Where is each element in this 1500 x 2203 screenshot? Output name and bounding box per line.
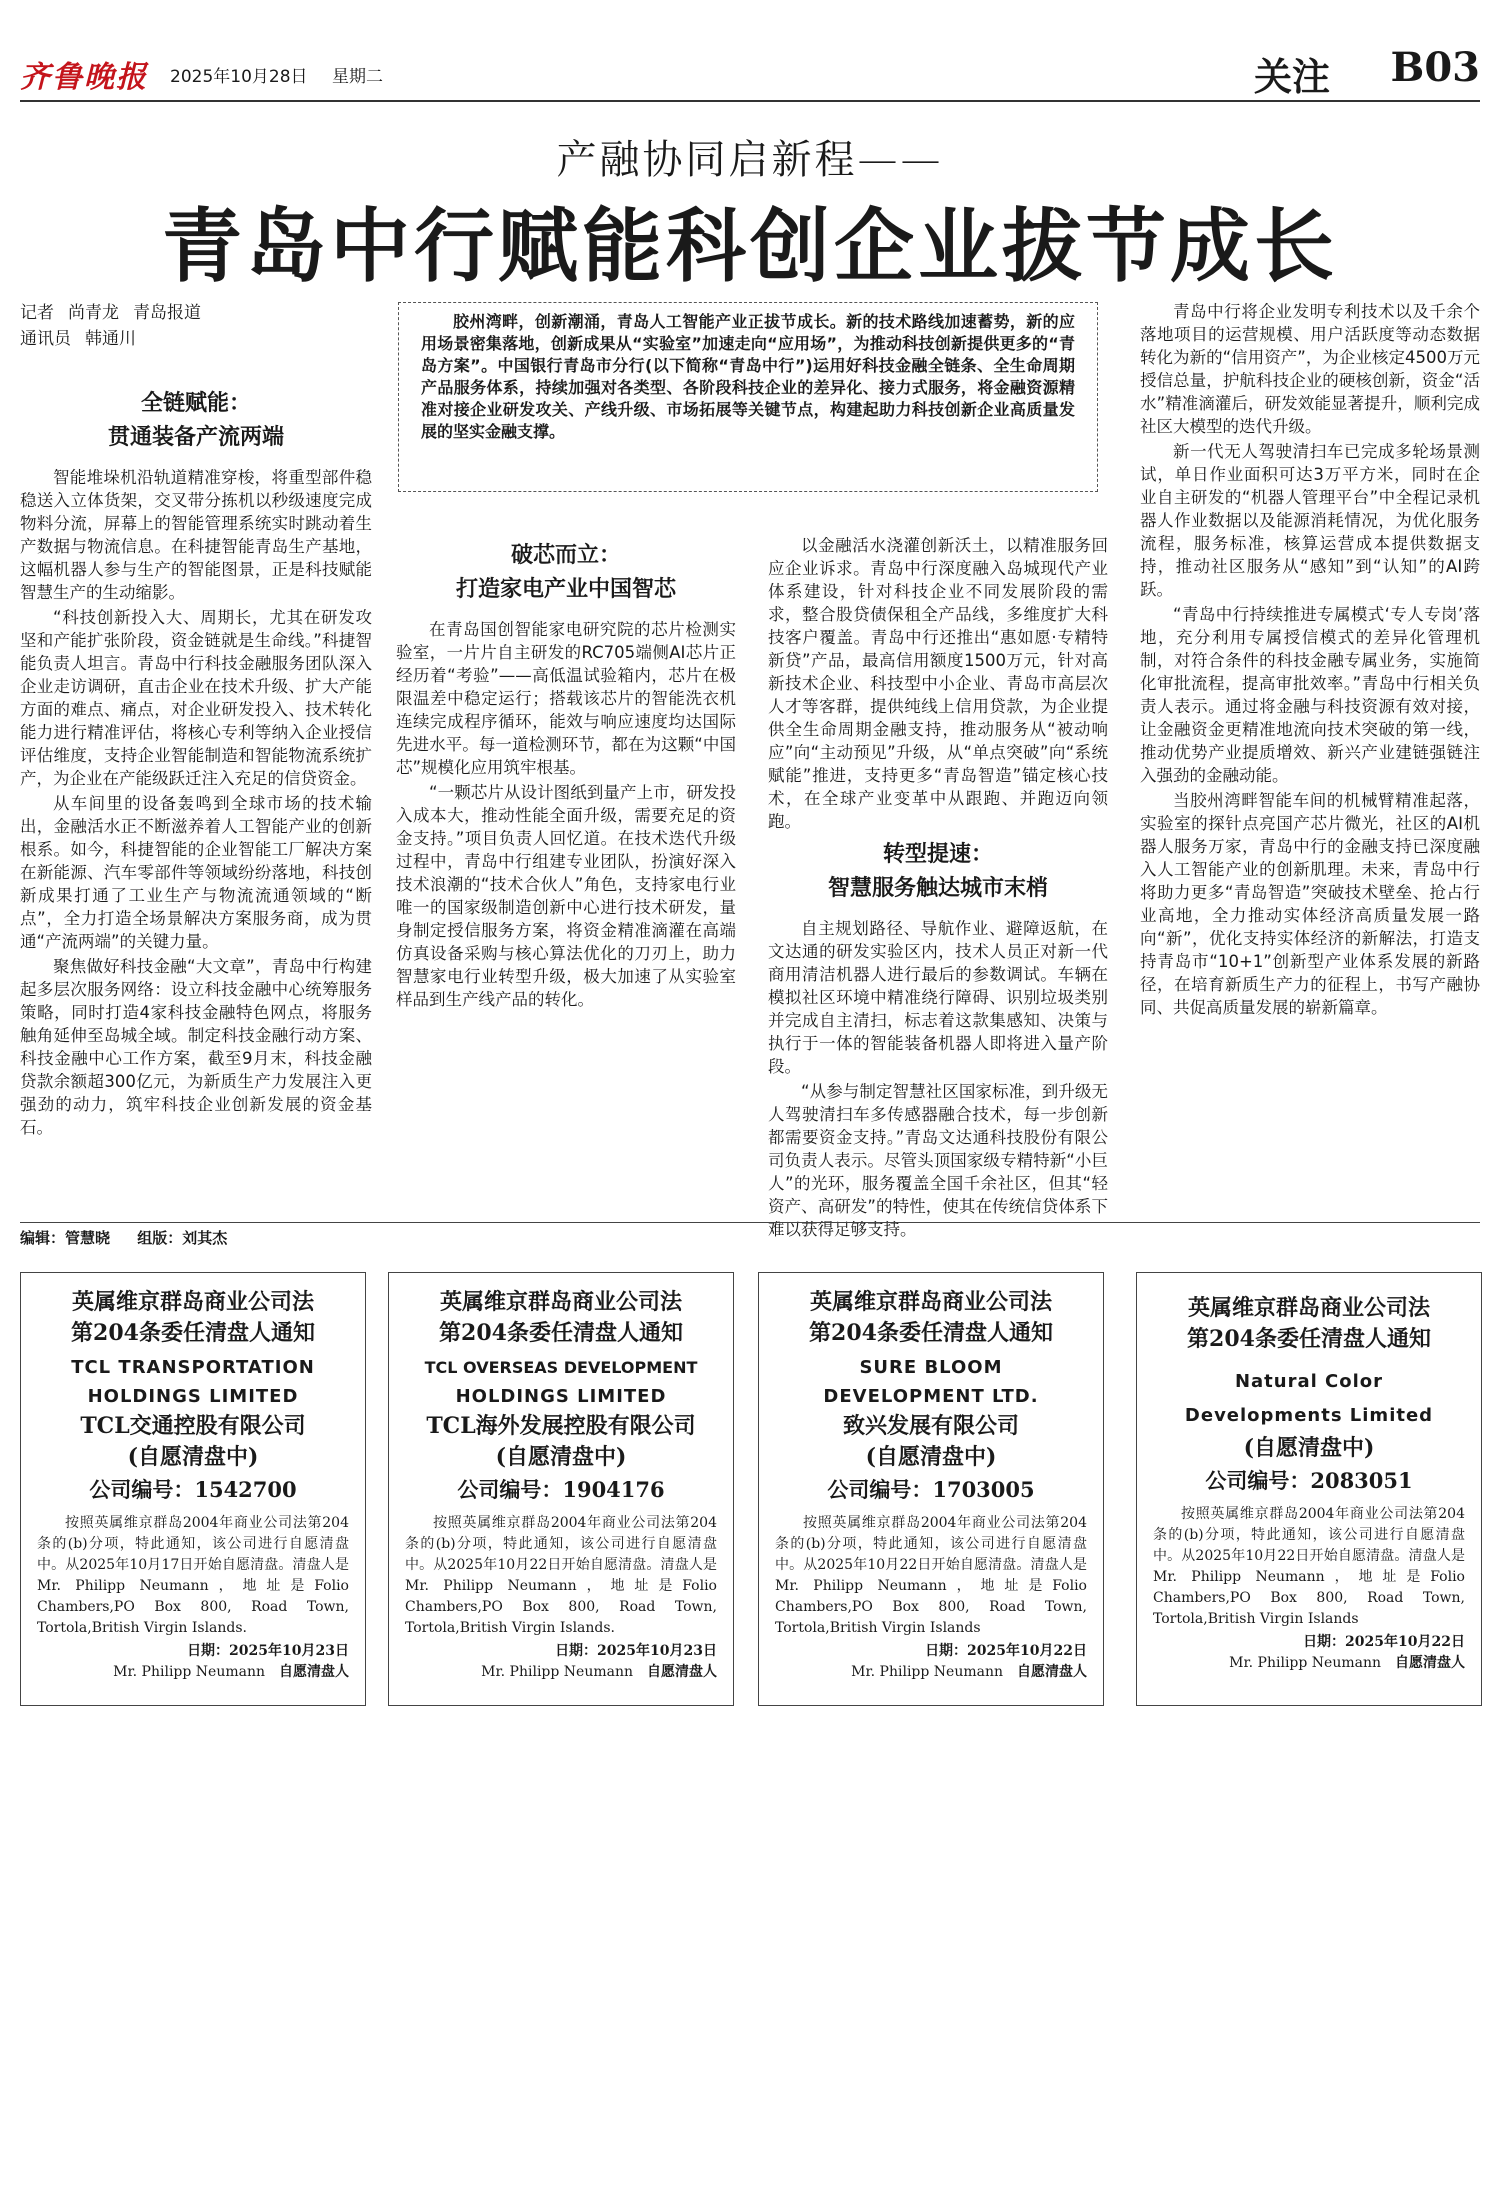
notice-title-line-2: 第204条委任清盘人通知 bbox=[439, 1320, 683, 1346]
issue-date: 2025年10月28日 bbox=[170, 67, 308, 87]
byline bbox=[20, 300, 380, 352]
editor-credit: 编辑：管慧晓 bbox=[20, 1229, 111, 1247]
notice-chinese-name: TCL海外发展控股有限公司 bbox=[426, 1413, 696, 1439]
paragraph: 聚焦做好科技金融“大文章”，青岛中行构建起多层次服务网络：设立科技金融中心统筹服务策略，同时打造4家科技金融特色网点，将服务触角延伸至岛城全域。制定科技金融行动方案、科技金融中心工作方案，截至9月末，科技金融贷款余额超300亿元，为新质生产力发展注入更强劲的动力，筑牢科技企业创新发展的资金基石。 bbox=[20, 957, 372, 1137]
notice-status: (自愿清盘中) bbox=[127, 1444, 259, 1470]
liquidation-notice bbox=[388, 1272, 734, 1706]
paragraph: 自主规划路径、导航作业、避障返航，在文达通的研发实验区内，技术人员正对新一代商用清洁机器人进行最后的参数调试。车辆在模拟社区环境中精准绕行障碍、识别垃圾类别并完成自主清扫，标志着这款集感知、决策与执行于一体的智能装备机器人即将进入量产阶段。 bbox=[768, 919, 1108, 1076]
paragraph: 在青岛国创智能家电研究院的芯片检测实验室，一片片自主研发的RC705端侧AI芯片正经历着“考验”——高低温试验箱内，芯片在极限温差中稳定运行；搭载该芯片的智能洗衣机连续完成程序循环，能效与响应速度均达国际先进水平。每一道检测环节，都在为这颗“中国芯”规模化应用筑牢根基。 bbox=[396, 620, 736, 777]
paragraph: 以金融活水浇灌创新沃土，以精准服务回应企业诉求。青岛中行深度融入岛城现代产业体系建设，针对科技企业不同发展阶段的需求，整合股贷债保租全产品线，多维度扩大科技客户覆盖。青岛中行还推出“惠如愿·专精特新贷”产品，最高信用额度1500万元，针对高新技术企业、科技型中小企业、青岛市高层次人才等客群，提供纯线上信用贷款，为企业提供全生命周期金融支持，推动服务从“被动响应”向“主动预见”升级，从“单点突破”向“系统赋能”推进，支持更多“青岛智造”锚定核心技术，在全球产业变革中从跟跑、并跑迈向领跑。 bbox=[768, 536, 1108, 831]
paragraph: 当胶州湾畔智能车间的机械臂精准起落，实验室的探针点亮国产芯片微光，社区的AI机器人服务万家，青岛中行的金融支持已深度融入人工智能产业的创新肌理。未来，青岛中行将助力更多“青岛智造”突破技术壁垒、抢占行业高地，全力推动实体经济高质量发展一路向“新”，优化支持实体经济的新解法，打造支持青岛市“10+1”创新型产业体系发展的新路径，在培育新质生产力的征程上，书写产融协同、共促高质量发展的崭新篇章。 bbox=[1140, 791, 1480, 1017]
notice-status: (自愿清盘中) bbox=[495, 1444, 627, 1470]
byline-correspondent: 韩通川 bbox=[85, 329, 136, 349]
designer-credit: 组版：刘其杰 bbox=[137, 1229, 228, 1247]
notice-title-line-1: 英属维京群岛商业公司法 bbox=[809, 1289, 1052, 1315]
notice-body: 按照英属维京群岛2004年商业公司法第204条的(b)分项，特此通知，该公司进行自愿清盘中。从2025年10月22日开始自愿清盘。清盘人是Mr. Philipp Neumann，地址是Folio Chambers,PO Box 800, Road Town, Tortola,British Virgin Islands bbox=[1153, 1506, 1465, 1627]
notice-status: (自愿清盘中) bbox=[1243, 1435, 1375, 1461]
notice-date: 日期：2025年10月22日 bbox=[925, 1643, 1087, 1659]
subhead-line-1: 破芯而立： bbox=[510, 542, 621, 568]
subhead-line-2: 打造家电产业中国智芯 bbox=[455, 576, 676, 602]
notice-signer-role: 自愿清盘人 bbox=[279, 1664, 349, 1680]
article-column-4 bbox=[1140, 300, 1480, 1188]
article-headline: 青岛中行赋能科创企业拔节成长 bbox=[162, 199, 1338, 293]
article-column-3 bbox=[768, 534, 1108, 1239]
masthead bbox=[20, 40, 1480, 102]
notice-english-name-line-2: HOLDINGS LIMITED bbox=[455, 1386, 667, 1407]
subhead-line-1: 全链赋能： bbox=[140, 390, 251, 416]
liquidation-notice bbox=[758, 1272, 1104, 1706]
paragraph: “青岛中行持续推进专属模式‘专人专岗’落地，充分利用专属授信模式的差异化管理机制，对符合条件的科技金融专属业务，实施简化审批流程，提高审批效率。”青岛中行相关负责人表示。通过将金融与科技资源有效对接，让金融资金更精准地流向技术突破的第一线，推动优势产业提质增效、新兴产业建链强链注入强劲的金融动能。 bbox=[1140, 605, 1480, 785]
notice-english-name-line-1: Natural Color bbox=[1234, 1371, 1384, 1392]
subhead-line-2: 智慧服务触达城市末梢 bbox=[827, 875, 1048, 901]
notice-chinese-name: 致兴发展有限公司 bbox=[842, 1413, 1019, 1439]
notice-signer: Mr. Philipp Neumann bbox=[113, 1664, 265, 1680]
notice-body: 按照英属维京群岛2004年商业公司法第204条的(b)分项，特此通知，该公司进行自愿清盘中。从2025年10月22日开始自愿清盘。清盘人是Mr. Philipp Neumann，地址是Folio Chambers,PO Box 800, Road Town, Tortola,British Virgin Islands. bbox=[405, 1515, 717, 1636]
notice-signer-role: 自愿清盘人 bbox=[1395, 1655, 1465, 1671]
notice-title-line-1: 英属维京群岛商业公司法 bbox=[439, 1289, 682, 1315]
subhead-line-1: 转型提速： bbox=[882, 841, 993, 867]
notice-company-number: 公司编号：1904176 bbox=[457, 1477, 665, 1502]
subhead-line-2: 贯通装备产流两端 bbox=[107, 424, 284, 450]
notice-signature bbox=[1153, 1653, 1465, 1674]
notice-body: 按照英属维京群岛2004年商业公司法第204条的(b)分项，特此通知，该公司进行自愿清盘中。从2025年10月17日开始自愿清盘。清盘人是Mr. Philipp Neumann，地址是Folio Chambers,PO Box 800, Road Town, Tortola,British Virgin Islands. bbox=[37, 1515, 349, 1636]
notice-title-line-2: 第204条委任清盘人通知 bbox=[1187, 1326, 1431, 1352]
notice-signer-role: 自愿清盘人 bbox=[647, 1664, 717, 1680]
article-column-1 bbox=[20, 382, 372, 1190]
liquidation-notice bbox=[1136, 1272, 1482, 1706]
paragraph: 青岛中行将企业发明专利技术以及千余个落地项目的运营规模、用户活跃度等动态数据转化为新的“信用资产”，为企业核定4500万元授信总量，护航科技企业的硬核创新，资金“活水”精准滴灌后，研发效能显著提升，顺利完成社区大模型的迭代升级。 bbox=[1140, 302, 1480, 436]
notice-signature bbox=[775, 1662, 1087, 1683]
issue-weekday: 星期二 bbox=[332, 67, 383, 87]
paragraph: 从车间里的设备轰鸣到全球市场的技术输出，金融活水正不断滋养着人工智能产业的创新根系。如今，科捷智能的企业智能工厂解决方案在新能源、汽车零部件等领域纷纷落地，科技创新成果打通了工业生产与物流流通领域的“断点”，全力打造全场景解决方案服务商，成为贯通“产流两端”的关键力量。 bbox=[20, 794, 372, 951]
byline-reporters: 尚青龙 bbox=[68, 303, 119, 323]
notice-company-number: 公司编号：1542700 bbox=[89, 1477, 297, 1502]
notice-chinese-name: TCL交通控股有限公司 bbox=[80, 1413, 306, 1439]
section-subhead bbox=[768, 837, 1108, 905]
notice-signer-role: 自愿清盘人 bbox=[1017, 1664, 1087, 1680]
paragraph: 新一代无人驾驶清扫车已完成多轮场景测试，单日作业面积可达3万平方米，同时在企业自主研发的“机器人管理平台”中全程记录机器人作业数据以及能源消耗情况，为优化服务流程，服务标准，核算运营成本提供数据支持，推动社区服务从“感知”到“认知”的AI跨跃。 bbox=[1140, 442, 1480, 599]
section-subhead bbox=[396, 538, 736, 606]
notice-signature bbox=[37, 1662, 349, 1683]
notice-english-name-line-2: DEVELOPMENT LTD. bbox=[823, 1386, 1039, 1407]
notice-signature bbox=[405, 1662, 717, 1683]
notice-company-number: 公司编号：2083051 bbox=[1205, 1468, 1413, 1493]
byline-correspondent-role: 通讯员 bbox=[20, 329, 71, 349]
notice-body: 按照英属维京群岛2004年商业公司法第204条的(b)分项，特此通知，该公司进行自愿清盘中。从2025年10月22日开始自愿清盘。清盘人是Mr. Philipp Neumann，地址是Folio Chambers,PO Box 800, Road Town, Tortola,British Virgin Islands bbox=[775, 1515, 1087, 1636]
notice-english-name-line-1: TCL TRANSPORTATION bbox=[71, 1357, 315, 1378]
notice-title-line-2: 第204条委任清盘人通知 bbox=[71, 1320, 315, 1346]
lead-paragraph: 胶州湾畔，创新潮涌，青岛人工智能产业正拔节成长。新的技术路线加速蓄势，新的应用场景密集落地，创新成果从“实验室”加速走向“应用场”，为推动科技创新提供更多的“青岛方案”。中国银行青岛市分行(以下简称“青岛中行”)运用好科技金融全链条、全生命周期产品服务体系，持续加强对各类型、各阶段科技企业的差异化、接力式服务，将金融资源精准对接企业研发攻关、产线升级、市场拓展等关键节点，构建起助力科技创新企业高质量发展的坚实金融支撑。 bbox=[421, 312, 1075, 441]
byline-reporter-role: 记者 bbox=[20, 303, 54, 323]
paragraph: “一颗芯片从设计图纸到量产上市，研发投入成本大，推动性能全面升级，需要充足的资金支持。”项目负责人回忆道。在技术迭代升级过程中，青岛中行组建专业团队，扮演好深入技术浪潮的“技术合伙人”角色，支持家电行业唯一的国家级制造创新中心进行技术研发，量身制定授信服务方案，将资金精准滴灌在高端仿真设备采购与核心算法优化的刀刃上，助力智慧家电行业转型升级，极大加速了从实验室样品到生产线产品的转化。 bbox=[396, 783, 736, 1009]
notice-signer: Mr. Philipp Neumann bbox=[851, 1664, 1003, 1680]
section-name: 关注 bbox=[1253, 54, 1330, 99]
notice-english-name-line-2: HOLDINGS LIMITED bbox=[87, 1386, 299, 1407]
notice-english-name-line-1: TCL OVERSEAS DEVELOPMENT bbox=[424, 1358, 698, 1377]
article-kicker: 产融协同启新程—— bbox=[556, 137, 944, 183]
byline-location: 青岛报道 bbox=[133, 303, 201, 323]
notice-status: (自愿清盘中) bbox=[865, 1444, 997, 1470]
paragraph: “从参与制定智慧社区国家标准，到升级无人驾驶清扫车多传感器融合技术，每一步创新都需要资金支持。”青岛文达通科技股份有限公司负责人表示。尽管头顶国家级专精特新“小巨人”的光环，服务覆盖全国千余社区，但其“轻资产、高研发”的特性，使其在传统信贷体系下难以获得足够支持。 bbox=[768, 1082, 1108, 1239]
newspaper-logo: 齐鲁晚报 bbox=[20, 60, 148, 95]
notice-signer: Mr. Philipp Neumann bbox=[1229, 1655, 1381, 1671]
notice-signer: Mr. Philipp Neumann bbox=[481, 1664, 633, 1680]
notice-title-line-2: 第204条委任清盘人通知 bbox=[809, 1320, 1053, 1346]
notice-english-name-line-2: Developments Limited bbox=[1184, 1405, 1434, 1426]
editor-credits bbox=[20, 1222, 1480, 1253]
article-column-2 bbox=[396, 534, 736, 1188]
paragraph: 智能堆垛机沿轨道精准穿梭，将重型部件稳稳送入立体货架，交叉带分拣机以秒级速度完成物料分流，屏幕上的智能管理系统实时跳动着生产数据与物流信息。在科捷智能青岛生产基地，这幅机器人参与生产的智能图景，正是科技赋能智慧生产的生动缩影。 bbox=[20, 468, 372, 602]
notice-company-number: 公司编号：1703005 bbox=[827, 1477, 1035, 1502]
notice-date: 日期：2025年10月23日 bbox=[555, 1643, 717, 1659]
notice-english-name-line-1: SURE BLOOM bbox=[859, 1357, 1003, 1378]
notice-title-line-1: 英属维京群岛商业公司法 bbox=[1187, 1295, 1430, 1321]
liquidation-notice bbox=[20, 1272, 366, 1706]
section-subhead bbox=[20, 386, 372, 454]
paragraph: “科技创新投入大、周期长，尤其在研发攻坚和产能扩张阶段，资金链就是生命线。”科捷智能负责人坦言。青岛中行科技金融服务团队深入企业走访调研，直击企业在技术升级、扩大产能方面的难点、痛点，对企业研发投入、技术转化能力进行精准评估，将核心专利等纳入企业授信评估维度，支持企业智能制造和智能物流系统扩产，为企业在产能级跃迁注入充足的信贷资金。 bbox=[20, 608, 372, 788]
notice-title-line-1: 英属维京群岛商业公司法 bbox=[71, 1289, 314, 1315]
lead-box bbox=[398, 302, 1098, 492]
notice-date: 日期：2025年10月23日 bbox=[187, 1643, 349, 1659]
page-number: B03 bbox=[1390, 44, 1480, 91]
notice-date: 日期：2025年10月22日 bbox=[1303, 1634, 1465, 1650]
